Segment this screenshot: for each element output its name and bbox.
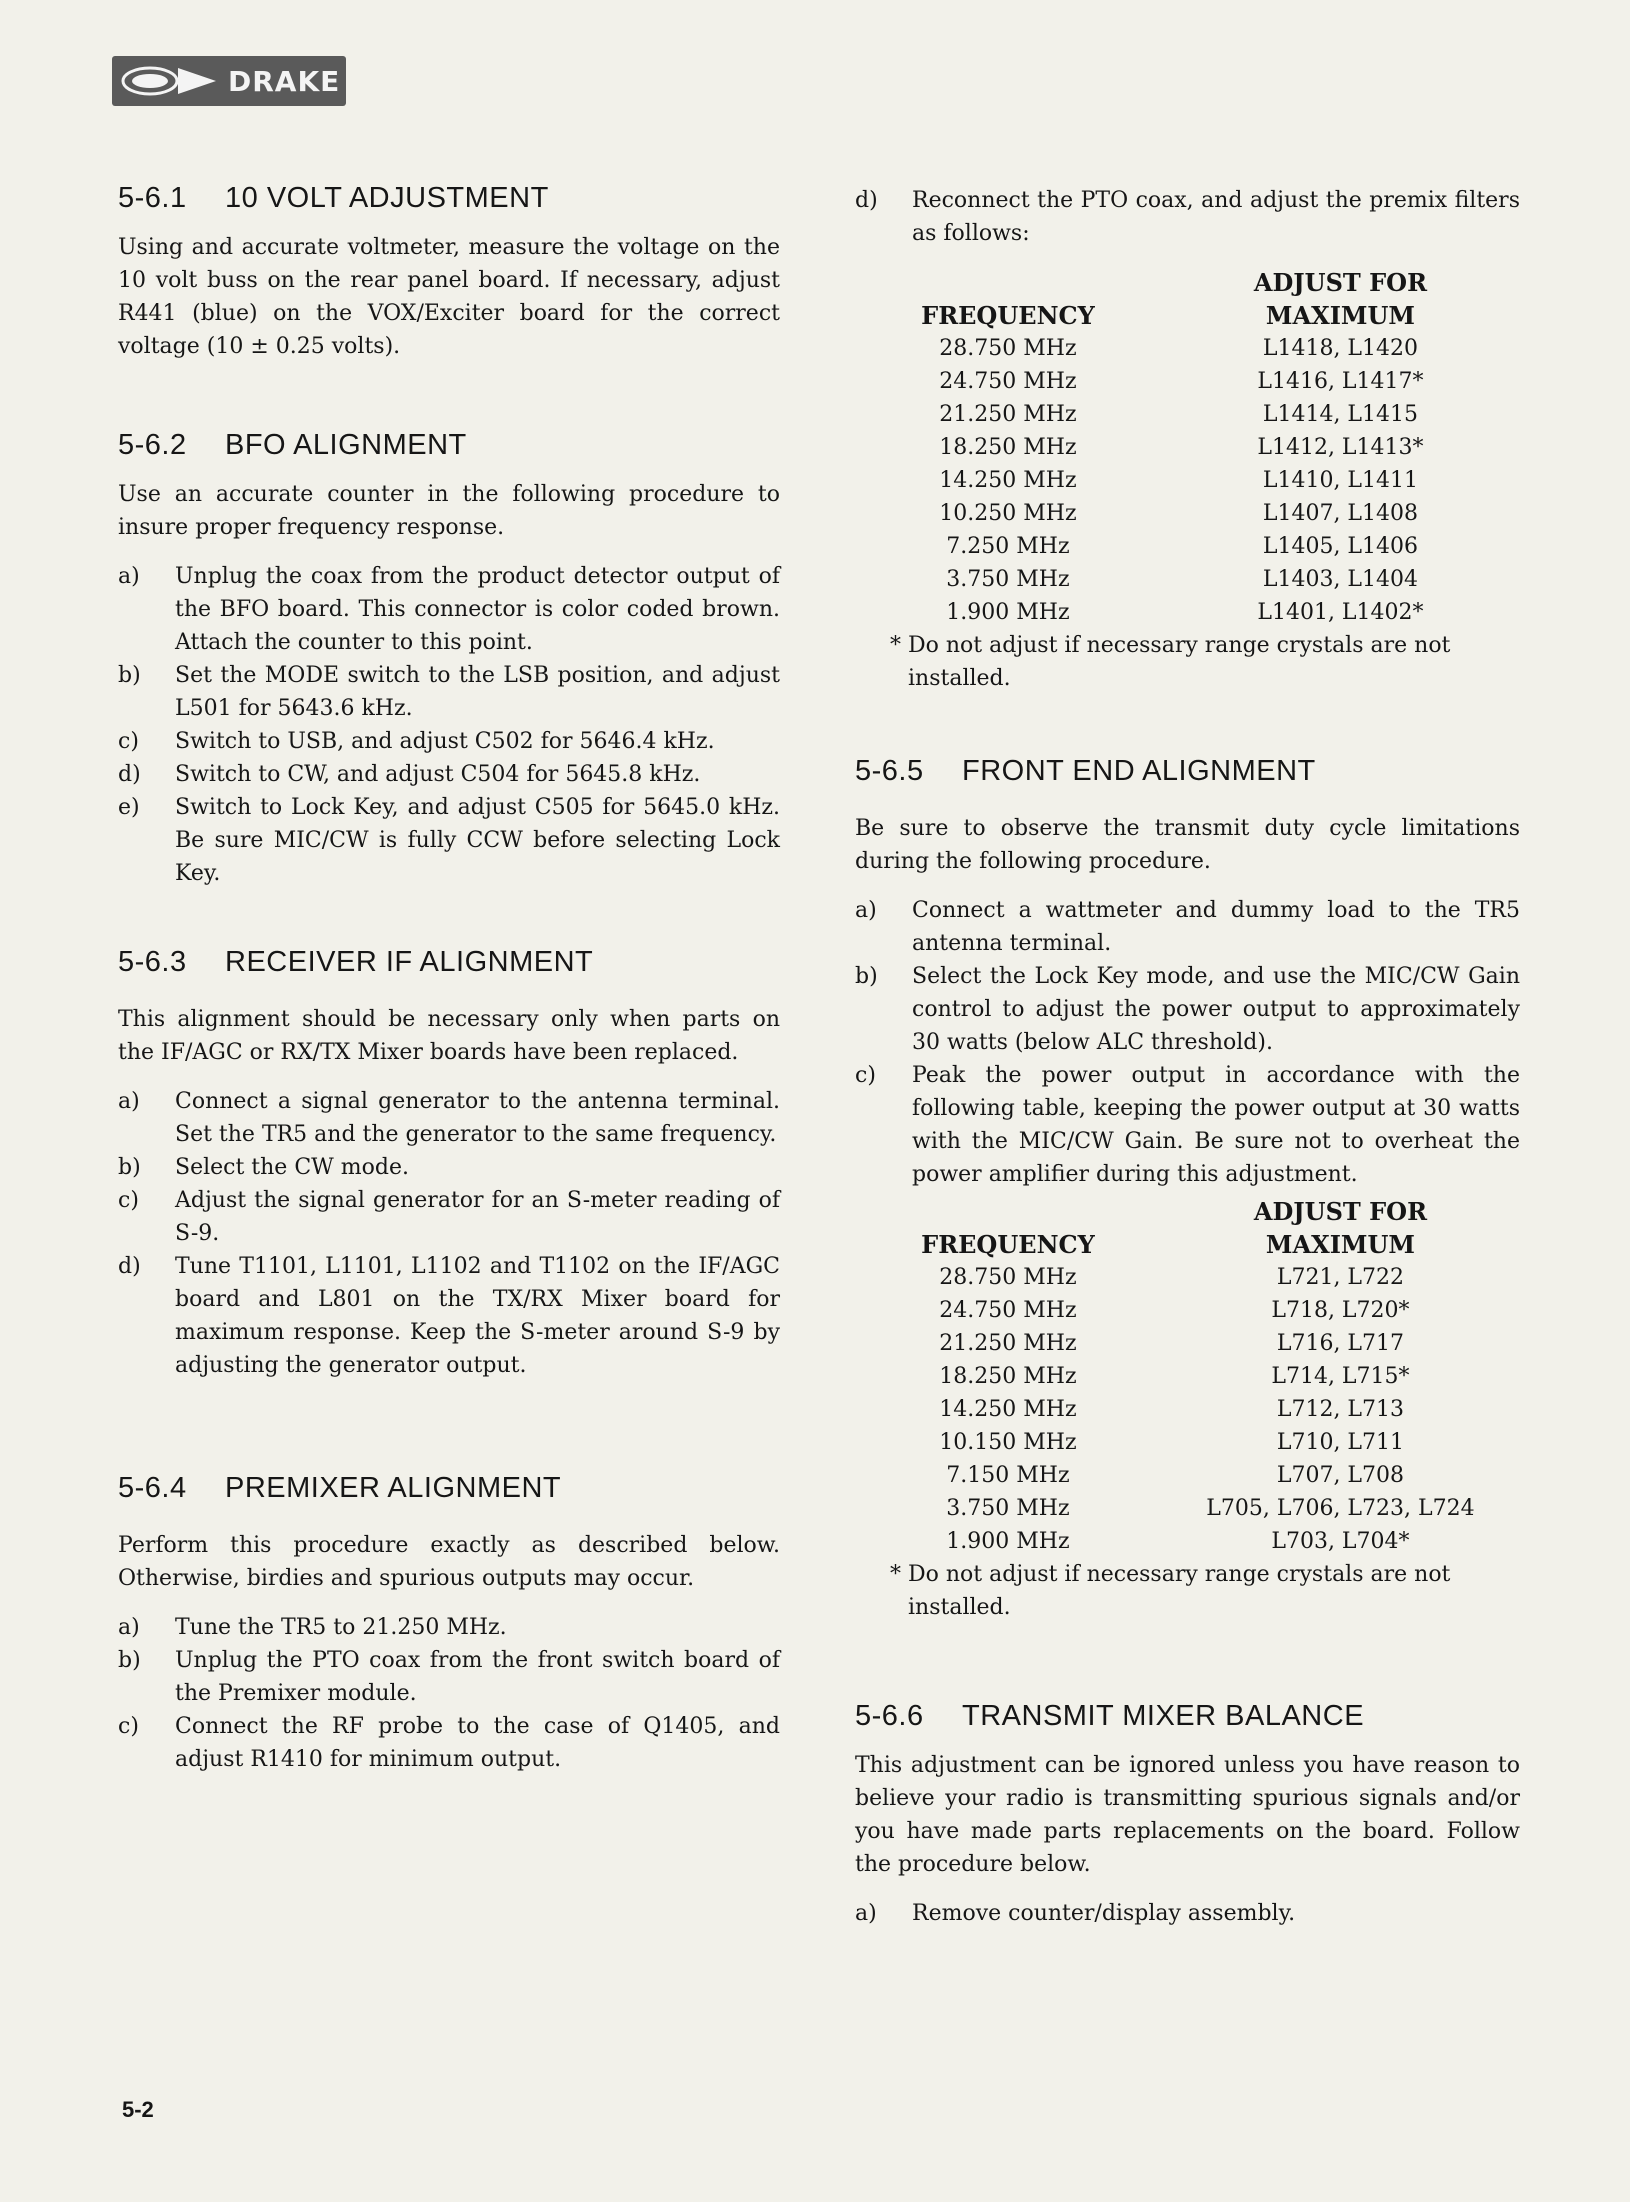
section-5-6-2: [118, 429, 780, 890]
table-row: 24.750 MHz L718, L720*: [939, 1298, 1410, 1323]
step-item: c) Adjust the signal generator for an S-meter reading of S-9.: [118, 1188, 780, 1246]
table-row: 3.750 MHz L1403, L1404: [946, 567, 1419, 592]
step-item: b) Unplug the PTO coax from the front switch board of the Premixer module.: [118, 1648, 780, 1706]
table-row: 7.250 MHz L1405, L1406: [946, 534, 1419, 559]
step-item: b) Select the CW mode.: [118, 1155, 409, 1180]
procedure-steps: [118, 560, 780, 890]
section-5-6-6: [855, 1700, 1520, 1930]
step-item: a) Unplug the coax from the product detector output of the BFO board. This connector is color coded brown. Attach the counter to this point.: [118, 564, 780, 655]
section-5-6-3: [118, 946, 780, 1382]
table-row: 1.900 MHz L703, L704*: [946, 1529, 1410, 1554]
section-title: TRANSMIT MIXER BALANCE: [962, 1700, 1365, 1732]
drake-emblem-icon: [120, 63, 220, 99]
step-item: d) Reconnect the PTO coax, and adjust the premix filters as follows:: [855, 188, 1520, 246]
table-footnote: * Do not adjust if necessary range crystals are not installed.: [890, 633, 1451, 691]
brand-name: DRAKE: [228, 64, 341, 98]
section-number: 5-6.2: [118, 429, 187, 461]
front-end-table: [855, 1195, 1520, 1558]
section-heading: [118, 1472, 780, 1505]
procedure-steps: [855, 184, 1520, 250]
section-5-6-1: [118, 182, 780, 363]
section-5-6-5: [855, 755, 1520, 1624]
table-row: 14.250 MHz L1410, L1411: [939, 468, 1419, 493]
step-item: b) Set the MODE switch to the LSB position, and adjust L501 for 5643.6 kHz.: [118, 663, 780, 721]
table-row: 21.250 MHz L716, L717: [939, 1331, 1405, 1356]
section-intro: This alignment should be necessary only when parts on the IF/AGC or RX/TX Mixer boards have been replaced.: [118, 1007, 780, 1065]
procedure-steps: [118, 1085, 780, 1382]
table-row: 1.900 MHz L1401, L1402*: [946, 600, 1424, 625]
step-item: a) Remove counter/display assembly.: [855, 1901, 1296, 1926]
section-heading: [855, 1700, 1520, 1733]
step-item: e) Switch to Lock Key, and adjust C505 for 5645.0 kHz. Be sure MIC/CW is fully CCW before selecting Lock Key.: [118, 795, 780, 886]
section-heading: [118, 182, 780, 215]
premix-filter-table: [855, 266, 1520, 629]
procedure-steps: [118, 1611, 780, 1776]
procedure-steps: [855, 894, 1520, 1191]
section-number: 5-6.5: [855, 755, 924, 787]
section-body: Using and accurate voltmeter, measure the voltage on the 10 volt buss on the rear panel board. If necessary, adjust R441 (blue) on the VOX/Exciter board for the correct voltage (10 ± 0.25 volts).: [118, 235, 780, 359]
step-item: a) Connect a wattmeter and dummy load to the TR5 antenna terminal.: [855, 898, 1520, 956]
section-title: BFO ALIGNMENT: [225, 429, 467, 461]
step-item: d) Tune T1101, L1101, L1102 and T1102 on the IF/AGC board and L801 on the TX/RX Mixer board for maximum response. Keep the S-meter around S-9 by adjusting the generator output.: [118, 1254, 780, 1378]
step-item: d) Switch to CW, and adjust C504 for 5645.8 kHz.: [118, 762, 701, 787]
left-column: [118, 178, 780, 1776]
section-heading: [855, 755, 1520, 788]
column-header-frequency: FREQUENCY: [921, 301, 1095, 330]
step-item: c) Switch to USB, and adjust C502 for 5646.4 kHz.: [118, 729, 715, 754]
section-title: RECEIVER IF ALIGNMENT: [225, 946, 594, 978]
drake-logo: [112, 56, 346, 106]
table-row: 28.750 MHz L721, L722: [939, 1265, 1405, 1290]
section-number: 5-6.3: [118, 946, 187, 978]
section-heading: [118, 429, 780, 462]
table-row: 21.250 MHz L1414, L1415: [939, 402, 1419, 427]
step-item: a) Tune the TR5 to 21.250 MHz.: [118, 1615, 507, 1640]
table-footnote: * Do not adjust if necessary range crystals are not installed.: [890, 1562, 1451, 1620]
section-intro: Use an accurate counter in the following procedure to insure proper frequency response.: [118, 482, 780, 540]
section-intro: Perform this procedure exactly as described below. Otherwise, birdies and spurious outputs may occur.: [118, 1533, 780, 1591]
section-title: FRONT END ALIGNMENT: [962, 755, 1316, 787]
table-row: 28.750 MHz L1418, L1420: [939, 336, 1419, 361]
table-row: 18.250 MHz L1412, L1413*: [939, 435, 1424, 460]
section-heading: [118, 946, 780, 979]
table-row: 24.750 MHz L1416, L1417*: [939, 369, 1424, 394]
column-header-frequency: FREQUENCY: [921, 1230, 1095, 1259]
step-item: c) Connect the RF probe to the case of Q1405, and adjust R1410 for minimum output.: [118, 1714, 780, 1772]
step-item: a) Connect a signal generator to the antenna terminal. Set the TR5 and the generator to the same frequency.: [118, 1089, 780, 1147]
section-number: 5-6.4: [118, 1472, 187, 1504]
section-number: 5-6.1: [118, 182, 187, 214]
column-header-adjust: ADJUST FOR MAXIMUM: [1253, 268, 1428, 330]
section-5-6-4-continued: [855, 184, 1520, 695]
table-row: 3.750 MHz L705, L706, L723, L724: [946, 1496, 1475, 1521]
section-intro: This adjustment can be ignored unless you have reason to believe your radio is transmitting spurious signals and/or you have made parts replacements on the board. Follow the procedure below.: [855, 1753, 1520, 1877]
step-item: c) Peak the power output in accordance with the following table, keeping the power output at 30 watts with the MIC/CW Gain. Be sure not to overheat the power amplifier during this adjustment.: [855, 1063, 1520, 1187]
table-row: 14.250 MHz L712, L713: [939, 1397, 1405, 1422]
table-row: 7.150 MHz L707, L708: [946, 1463, 1405, 1488]
column-header-adjust: ADJUST FOR MAXIMUM: [1253, 1197, 1428, 1259]
section-number: 5-6.6: [855, 1700, 924, 1732]
right-column: [855, 178, 1520, 1930]
table-row: 18.250 MHz L714, L715*: [939, 1364, 1410, 1389]
table-row: 10.250 MHz L1407, L1408: [939, 501, 1419, 526]
section-intro: Be sure to observe the transmit duty cycle limitations during the following procedure.: [855, 816, 1520, 874]
section-title: PREMIXER ALIGNMENT: [225, 1472, 562, 1504]
table-row: 10.150 MHz L710, L711: [939, 1430, 1405, 1455]
step-item: b) Select the Lock Key mode, and use the MIC/CW Gain control to adjust the power output to approximately 30 watts (below ALC threshold).: [855, 964, 1520, 1055]
section-title: 10 VOLT ADJUSTMENT: [225, 182, 549, 214]
procedure-steps: [855, 1897, 1520, 1930]
page-number: 5-2: [122, 2097, 154, 2122]
section-5-6-4: [118, 1472, 780, 1776]
